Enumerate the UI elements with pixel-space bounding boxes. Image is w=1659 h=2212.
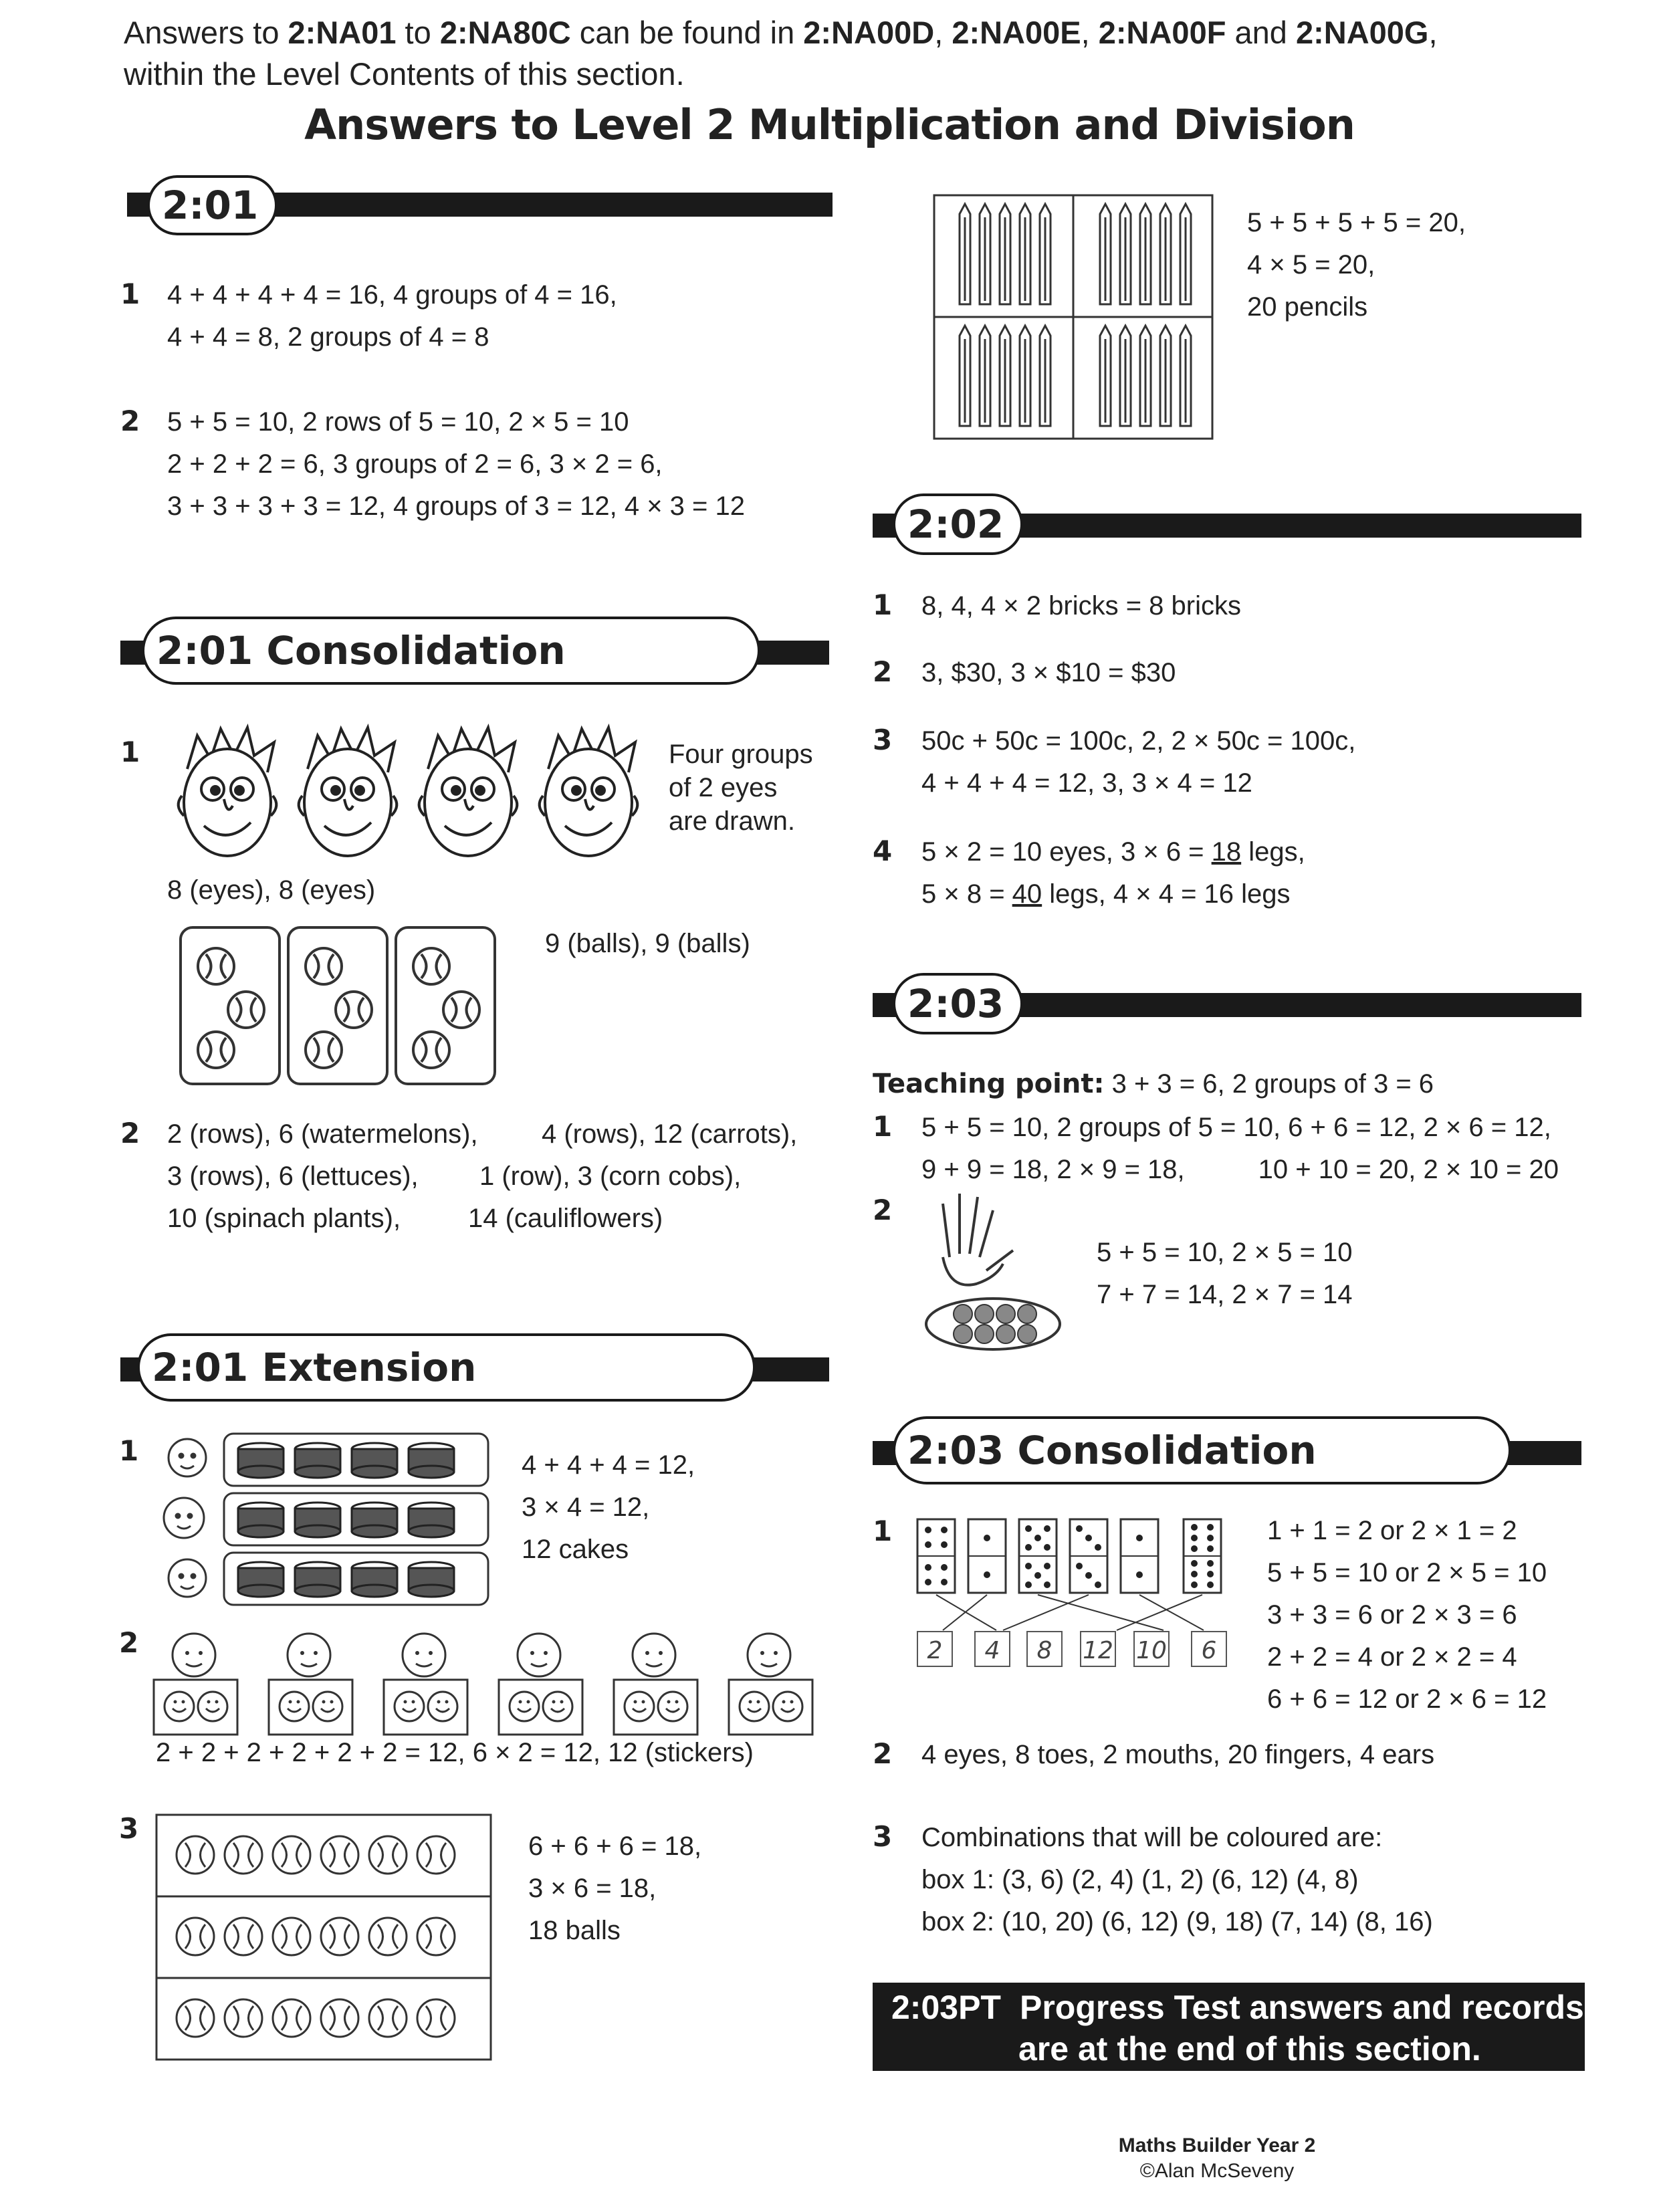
q-number: 3: [119, 1812, 139, 1845]
section-heading-2-01: 2:01: [147, 175, 278, 235]
domino-answer-box: 2: [927, 1637, 943, 1664]
section-heading-2-01-extension: 2:01 Extension: [137, 1333, 756, 1402]
domino-answer-box: 8: [1036, 1637, 1053, 1664]
answer-2-02-q4: 5 × 2 = 10 eyes, 3 × 6 = 18 legs, 5 × 8 = 40 legs, 4 × 4 = 16 legs: [921, 837, 1305, 909]
hand-and-counters-illustration: [923, 1190, 1070, 1351]
answer-2-01c-q2-left: 2 (rows), 6 (watermelons), 3 (rows), 6 (lettuces), 10 (spinach plants),: [167, 1119, 478, 1233]
answer-2-03-q2: 5 + 5 = 10, 2 × 5 = 10 7 + 7 = 14, 2 × 7 = 14: [1097, 1238, 1353, 1309]
answer-2-01-q1: 4 + 4 + 4 + 4 = 16, 4 groups of 4 = 16, 4 + 4 = 8, 2 groups of 4 = 8: [167, 280, 617, 352]
section-heading-2-01-consolidation: 2:01 Consolidation: [142, 617, 760, 685]
progress-test-box: 2:03PT Progress Test answers and records are at the end of this section.: [873, 1983, 1585, 2071]
page-title: Answers to Level 2 Multiplication and Division: [304, 100, 1355, 149]
answer-2-03c-q3: Combinations that will be coloured are: box 1: (3, 6) (2, 4) (1, 2) (6, 12) (4, 8) box 2: (10, 20) (6, 12) (9, 18) (7, 14) (8, 16): [921, 1823, 1433, 1937]
ball-rows-illustration: [155, 1813, 493, 2062]
q-number: 2: [873, 1194, 893, 1226]
q-number: 1: [873, 1515, 893, 1547]
q-number: 1: [873, 1110, 893, 1143]
q-number: 2: [873, 655, 893, 688]
domino-answer-box: 6: [1201, 1637, 1217, 1664]
section-heading-2-03: 2:03: [893, 973, 1023, 1034]
q-number: 4: [873, 835, 893, 867]
answer-pencils: 5 + 5 + 5 + 5 = 20, 4 × 5 = 20, 20 pencils: [1247, 208, 1466, 322]
answer-2-02-q1: 8, 4, 4 × 2 bricks = 8 bricks: [921, 591, 1241, 621]
answer-2-01c-q2-right: 4 (rows), 12 (carrots), 1 (row), 3 (corn cobs), 14 (cauliflowers): [468, 1119, 798, 1233]
q-number: 1: [120, 736, 140, 768]
q-number: 2: [119, 1626, 139, 1659]
answer-2-03-q1: 5 + 5 = 10, 2 groups of 5 = 10, 6 + 6 = 12, 2 × 6 = 12, 9 + 9 = 18, 2 × 9 = 18, 10 + 10 = 20, 2 × 10 = 20: [921, 1113, 1559, 1184]
answer-2-02-q3: 50c + 50c = 100c, 2, 2 × 50c = 100c, 4 + 4 + 4 = 12, 3, 3 × 4 = 12: [921, 726, 1356, 798]
q-number: 1: [120, 278, 140, 310]
domino-answer-box: 12: [1083, 1637, 1113, 1664]
answer-ball-rows: 6 + 6 + 6 = 18, 3 × 6 = 18, 18 balls: [528, 1832, 702, 1945]
section-heading-2-03-consolidation: 2:03 Consolidation: [893, 1416, 1511, 1484]
q-number: 3: [873, 724, 893, 756]
answer-2-03c-q1: 1 + 1 = 2 or 2 × 1 = 2 5 + 5 = 10 or 2 × 5 = 10 3 + 3 = 6 or 2 × 3 = 6 2 + 2 = 4 or 2 × 2 = 4 6 + 6 = 12 or 2 × 6 = 12: [1267, 1516, 1547, 1714]
domino-answer-box: 10: [1136, 1637, 1167, 1664]
answer-eyes: 8 (eyes), 8 (eyes): [167, 875, 376, 905]
balls-illustration: [179, 926, 500, 1087]
cakes-illustration: [157, 1431, 491, 1612]
q-number: 2: [873, 1737, 893, 1770]
stickers-illustration: [154, 1625, 822, 1742]
dominoes-illustration: [916, 1518, 1237, 1675]
answer-balls: 9 (balls), 9 (balls): [545, 929, 750, 958]
teaching-point: Teaching point: 3 + 3 = 6, 2 groups of 3 = 6: [873, 1069, 1434, 1099]
q-number: 1: [119, 1434, 139, 1467]
q-number: 2: [120, 1117, 140, 1149]
q-number: 3: [873, 1820, 893, 1853]
answer-cakes: 4 + 4 + 4 = 12, 3 × 4 = 12, 12 cakes: [522, 1450, 695, 1564]
pencils-illustration: [933, 194, 1214, 441]
faces-illustration: [174, 722, 642, 866]
answer-2-02-q2: 3, $30, 3 × $10 = $30: [921, 658, 1176, 687]
q-number: 2: [120, 405, 140, 437]
footer: Maths Builder Year 2 ©Alan McSeveny: [1118, 2134, 1316, 2182]
answer-stickers: 2 + 2 + 2 + 2 + 2 + 2 = 12, 6 × 2 = 12, 12 (stickers): [156, 1738, 754, 1767]
answer-2-01-q2: 5 + 5 = 10, 2 rows of 5 = 10, 2 × 5 = 10 2 + 2 + 2 = 6, 3 groups of 2 = 6, 3 × 2 = 6, 3 + 3 + 3 + 3 = 12, 4 groups of 3 = 12, 4 × 3 = 12: [167, 407, 746, 521]
answer-2-03c-q2: 4 eyes, 8 toes, 2 mouths, 20 fingers, 4 ears: [921, 1740, 1435, 1769]
note-four-groups: Four groups of 2 eyes are drawn.: [669, 740, 813, 836]
section-heading-2-02: 2:02: [893, 493, 1023, 555]
q-number: 1: [873, 588, 893, 621]
intro-text: Answers to 2:NA01 to 2:NA80C can be found in 2:NA00D, 2:NA00E, 2:NA00F and 2:NA00G, within the Level Contents of this section.: [124, 15, 1438, 92]
domino-answer-box: 4: [984, 1637, 1000, 1664]
